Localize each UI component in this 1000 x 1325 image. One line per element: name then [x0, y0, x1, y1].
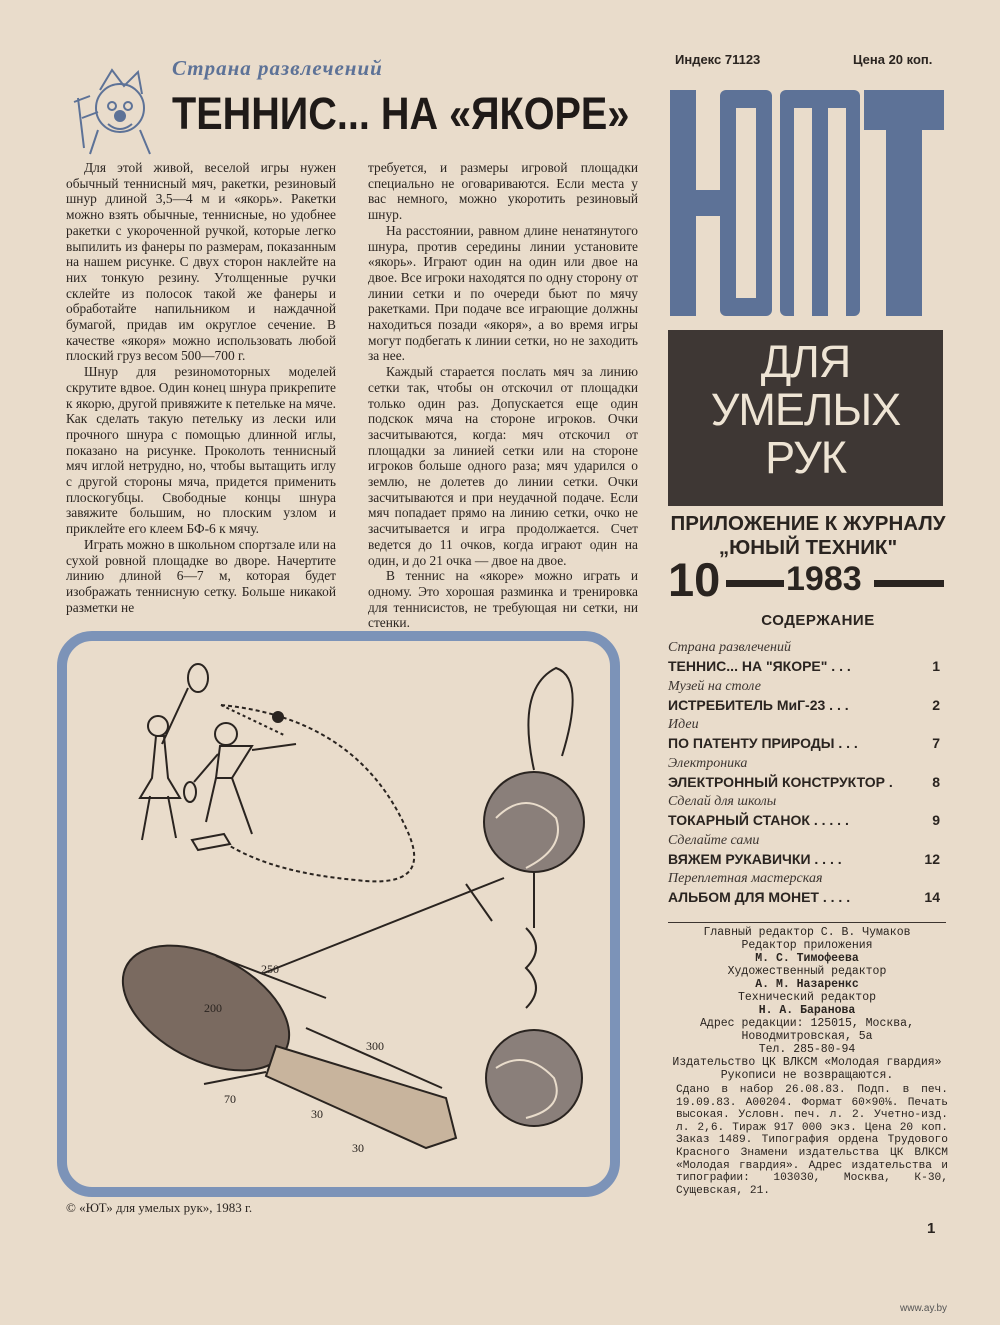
credit-line: Рукописи не возвращаются. — [720, 1069, 894, 1082]
for-skillful-hands-box — [668, 330, 943, 506]
box-line: УМЕЛЫХ — [710, 384, 901, 435]
editorial-credits — [668, 922, 946, 1082]
paragraph: Для этой живой, веселой игры нужен обычный теннисный мяч, ракетки, резиновый шнур длиной 3,5—4 м и «якорь». Ракетки можно взять обычные, теннисные, но удобнее ракетки с укороченной ручкой, которые легко выпилить из фанеры по размерам, показанным на нашем рисунке. С двух сторон наклейте на них тонкую резину. Утолщенные ручки склейте из полосок такой же фанеры и обработайте напильником и наждачной бумагой, придав им округлое сечение. В качестве «якоря» можно использовать любой плоский груз весом 500—700 г. — [66, 160, 336, 364]
clown-mascot-icon — [70, 68, 158, 158]
credit-line: Новодмитровская, 5а — [741, 1030, 873, 1043]
credit-line: Издательство ЦК ВЛКСМ «Молодая гвардия» — [672, 1056, 942, 1069]
toc-entry[interactable] — [668, 679, 940, 718]
toc-category: Сделай для школы — [668, 794, 777, 809]
index-label: Индекс 71123 — [675, 52, 761, 67]
article-column-2 — [368, 160, 638, 631]
paragraph: На расстоянии, равном длине ненатянутого шнура, против середины линии установите «якорь». Играют один на один или двое на двое. Все игроки находятся по одну сторону от линии сетки и по очереди бьют по мячу ракетками. При подаче все играющие должны находиться позади «якоря», а во время игры могут подбегать к линии сетки, но не заходить за нее. — [368, 222, 638, 364]
credit-line: Художественный редактор — [727, 965, 887, 978]
print-imprint — [676, 1084, 948, 1197]
toc-item-title: ТОКАРНЫЙ СТАНОК . . . . . — [668, 812, 849, 828]
toc-category: Страна развлечений — [668, 640, 791, 655]
toc-entry[interactable] — [668, 794, 940, 833]
issue-info — [668, 552, 948, 608]
paragraph: Шнур для резиномоторных моделей скрутите вдвое. Один конец шнура прикрепите к якорю, другой привяжите к петельке на мяче. Как сделать такую петельку из лески или прочного шнура с помощью длинной иглы, показано на рисунке. Проколоть теннисный мяч иглой нетрудно, но, чтобы вытащить иглу с другой стороны мяча, придется применить плоскогубцы. Свободные концы шнура завяжите большим, но плоским узлом и приклейте его клеем БФ-6 к мячу. — [66, 364, 336, 537]
issue-number: 10 — [668, 553, 721, 606]
watermark-text: www.ay.by — [900, 1303, 948, 1314]
credit-line: Тел. 285-80-94 — [758, 1043, 856, 1056]
paragraph: Играть можно в школьном спортзале или на сухой ровной площадке во дворе. Начертите линию длиной 6—7 м, которая будет изображать теннисную сетку. Больше никакой разметки не — [66, 536, 336, 615]
page-number: 1 — [927, 1220, 936, 1237]
svg-text:70: 70 — [224, 1092, 236, 1106]
credit-line: Адрес редакции: 125015, Москва, — [700, 1017, 914, 1030]
supplement-line: „ЮНЫЙ ТЕХНИК" — [718, 536, 898, 559]
toc-category: Музей на столе — [668, 678, 761, 694]
toc-page-number: 14 — [924, 889, 940, 905]
toc-item-title: АЛЬБОМ ДЛЯ МОНЕТ . . . . — [668, 889, 851, 905]
toc-item-title: ПО ПАТЕНТУ ПРИРОДЫ . . . — [668, 735, 858, 751]
toc-category: Идеи — [668, 717, 699, 732]
credit-line: М. С. Тимофеева — [755, 952, 859, 965]
box-line: РУК — [765, 432, 846, 483]
toc-page-number: 12 — [924, 850, 940, 867]
toc-entry[interactable] — [668, 717, 940, 756]
article-title: ТЕННИС... НА «ЯКОРЕ» — [172, 88, 630, 139]
imprint-text: Сдано в набор 26.08.83. Подп. в печ. 19.09.83. А00204. Формат 60×90⅛. Печать высокая. Условн. печ. л. 2. Учетно-изд. л. 2,6. Тираж 917 000 экз. Цена 20 коп. Заказ 1489. Типография ордена Трудового Красного Знамени издательства ЦК ВЛКСМ «Молодая гвардия». Адрес издательства и типографии: 103030, Москва, К-30, Сущевская, 21. — [676, 1084, 948, 1197]
credit-line: Н. А. Баранова — [758, 1004, 856, 1017]
paragraph: требуется, и размеры игровой площадки специально не оговариваются. Если места у вас немного, можно укоротить резиновый шнур. — [368, 160, 638, 223]
supplement-line: ПРИЛОЖЕНИЕ К ЖУРНАЛУ — [670, 512, 946, 535]
credit-line: Редактор приложения — [741, 939, 873, 952]
issue-bar — [874, 580, 944, 587]
section-kicker: Страна развлечений — [172, 56, 383, 80]
paragraph: Каждый старается послать мяч за линию сетки так, чтобы он отскочил от площадки только один раз. Допускается еще один подскок мяча на стороне игроков. Очки засчитываются, когда: мяч отскочил от площадки за линией сетки или на стороне игроков больше одного раза; мяч ударился о землю, не долетев до линии сетки. Очки засчитываются и при неудачной подаче. Если мяч попадает прямо на линию сетки, очко не засчитывается и игра продолжается. Счет ведется до 11 очков, когда играют один на один, и до 21 очка — двое на двое. — [368, 364, 638, 568]
svg-text:30: 30 — [352, 1141, 364, 1155]
svg-text:300: 300 — [366, 1039, 384, 1053]
toc-entry[interactable] — [668, 833, 940, 872]
toc-page-number: 9 — [932, 812, 940, 828]
article-column-1 — [66, 160, 336, 615]
toc-page-number: 7 — [932, 735, 940, 751]
price-label: Цена 20 коп. — [853, 52, 933, 67]
table-of-contents — [668, 640, 940, 910]
toc-entry[interactable] — [668, 871, 940, 910]
box-line: ДЛЯ — [760, 336, 851, 387]
credit-line: А. М. Назаренкс — [755, 978, 859, 991]
toc-page-number: 2 — [932, 696, 940, 713]
svg-text:200: 200 — [204, 1001, 222, 1015]
toc-entry[interactable] — [668, 756, 940, 795]
toc-page-number: 8 — [932, 773, 940, 790]
svg-text:250: 250 — [261, 962, 279, 976]
issue-year: 1983 — [786, 560, 862, 598]
toc-item-title: ИСТРЕБИТЕЛЬ МиГ-23 . . . — [668, 696, 849, 713]
credit-line: Технический редактор — [737, 991, 877, 1004]
paragraph: В теннис на «якоре» можно играть и одному. Это хорошая разминка и тренировка для теннисистов, не требующая ни сетки, ни стенки. — [368, 568, 638, 631]
toc-item-title: ВЯЖЕМ РУКАВИЧКИ . . . . — [668, 850, 842, 867]
toc-item-title: ЭЛЕКТРОННЫЙ КОНСТРУКТОР . — [668, 773, 893, 790]
issue-bar — [726, 580, 784, 587]
toc-category: Электроника — [668, 755, 748, 771]
toc-item-title: ТЕННИС... НА "ЯКОРЕ" . . . — [668, 658, 851, 674]
toc-entry[interactable] — [668, 640, 940, 679]
copyright-line: © «ЮТ» для умелых рук», 1983 г. — [66, 1200, 253, 1215]
toc-category: Сделайте сами — [668, 832, 760, 848]
yut-logo — [668, 82, 946, 322]
toc-page-number: 1 — [932, 658, 940, 674]
credit-line: Главный редактор С. В. Чумаков — [703, 926, 911, 939]
toc-title: СОДЕРЖАНИЕ — [761, 612, 875, 629]
toc-category: Переплетная мастерская — [668, 871, 823, 886]
svg-text:30: 30 — [311, 1107, 323, 1121]
tennis-illustration — [56, 628, 623, 1200]
